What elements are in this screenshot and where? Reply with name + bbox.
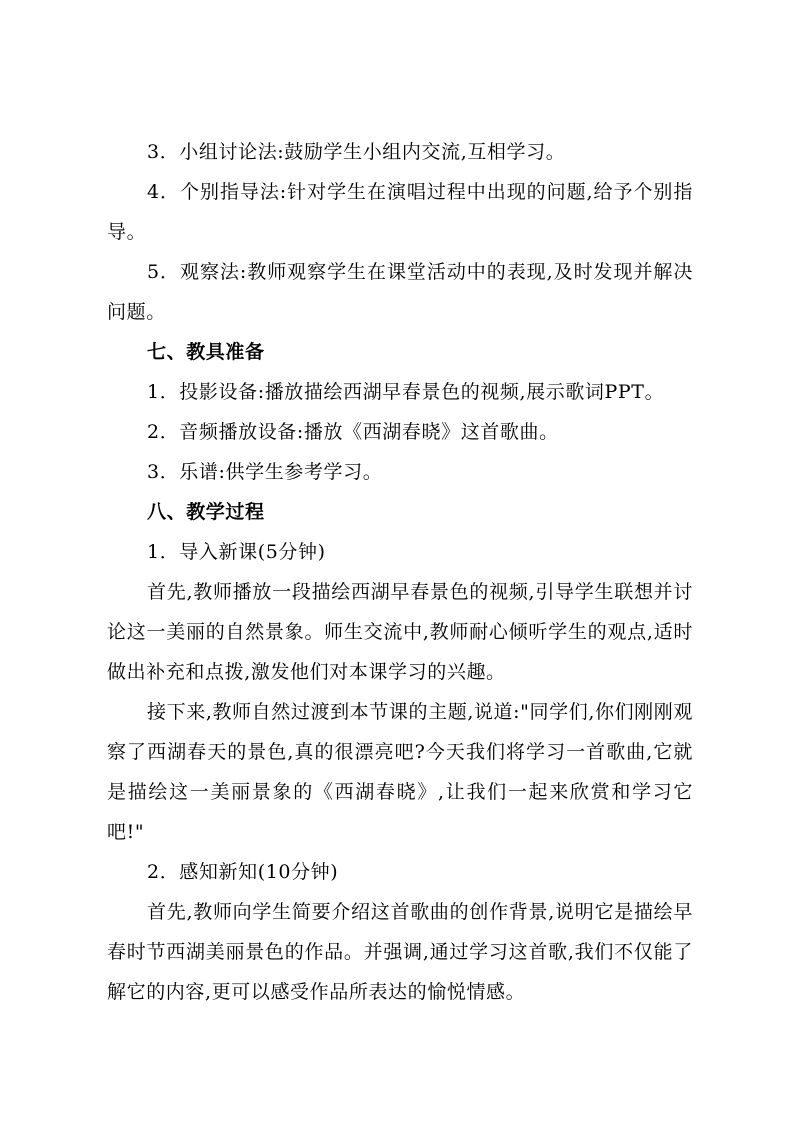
equipment-item-1: 1．投影设备:播放描绘西湖早春景色的视频,展示歌词PPT。 (147, 381, 665, 403)
equipment-item-3: 3．乐谱:供学生参考学习。 (147, 461, 383, 483)
step-heading-1: 1．导入新课(5分钟) (147, 541, 326, 563)
paragraph-intro: 首先,教师播放一段描绘西湖早春景色的视频,引导学生联想并讨论这一美丽的自然景象。师生交流中,教师耐心倾听学生的观点,适时做出补充和点拨,激发他们对本课学习的兴趣。 (107, 581, 693, 683)
paragraph-transition: 接下来,教师自然过渡到本节课的主题,说道:"同学们,你们刚刚观察了西湖春天的景色,真的很漂亮吧?今天我们将学习一首歌曲,它就是描绘这一美丽景象的《西湖春晓》,让我们一起来欣赏和学习它吧!" (107, 701, 693, 843)
method-item-3: 3．小组讨论法:鼓励学生小组内交流,互相学习。 (147, 141, 566, 163)
method-item-5: 5．观察法:教师观察学生在课堂活动中的表现,及时发现并解决问题。 (107, 261, 693, 323)
step-heading-2: 2．感知新知(10分钟) (147, 861, 339, 883)
paragraph-background: 首先,教师向学生简要介绍这首歌曲的创作背景,说明它是描绘早春时节西湖美丽景色的作品。并强调,通过学习这首歌,我们不仅能了解它的内容,更可以感受作品所表达的愉悦情感。 (107, 901, 693, 1003)
section-heading-8: 八、教学过程 (147, 501, 265, 523)
method-item-4: 4．个别指导法:针对学生在演唱过程中出现的问题,给予个别指导。 (107, 181, 693, 243)
equipment-item-2: 2．音频播放设备:播放《西湖春晓》这首歌曲。 (147, 421, 559, 443)
section-heading-7: 七、教具准备 (147, 341, 265, 363)
